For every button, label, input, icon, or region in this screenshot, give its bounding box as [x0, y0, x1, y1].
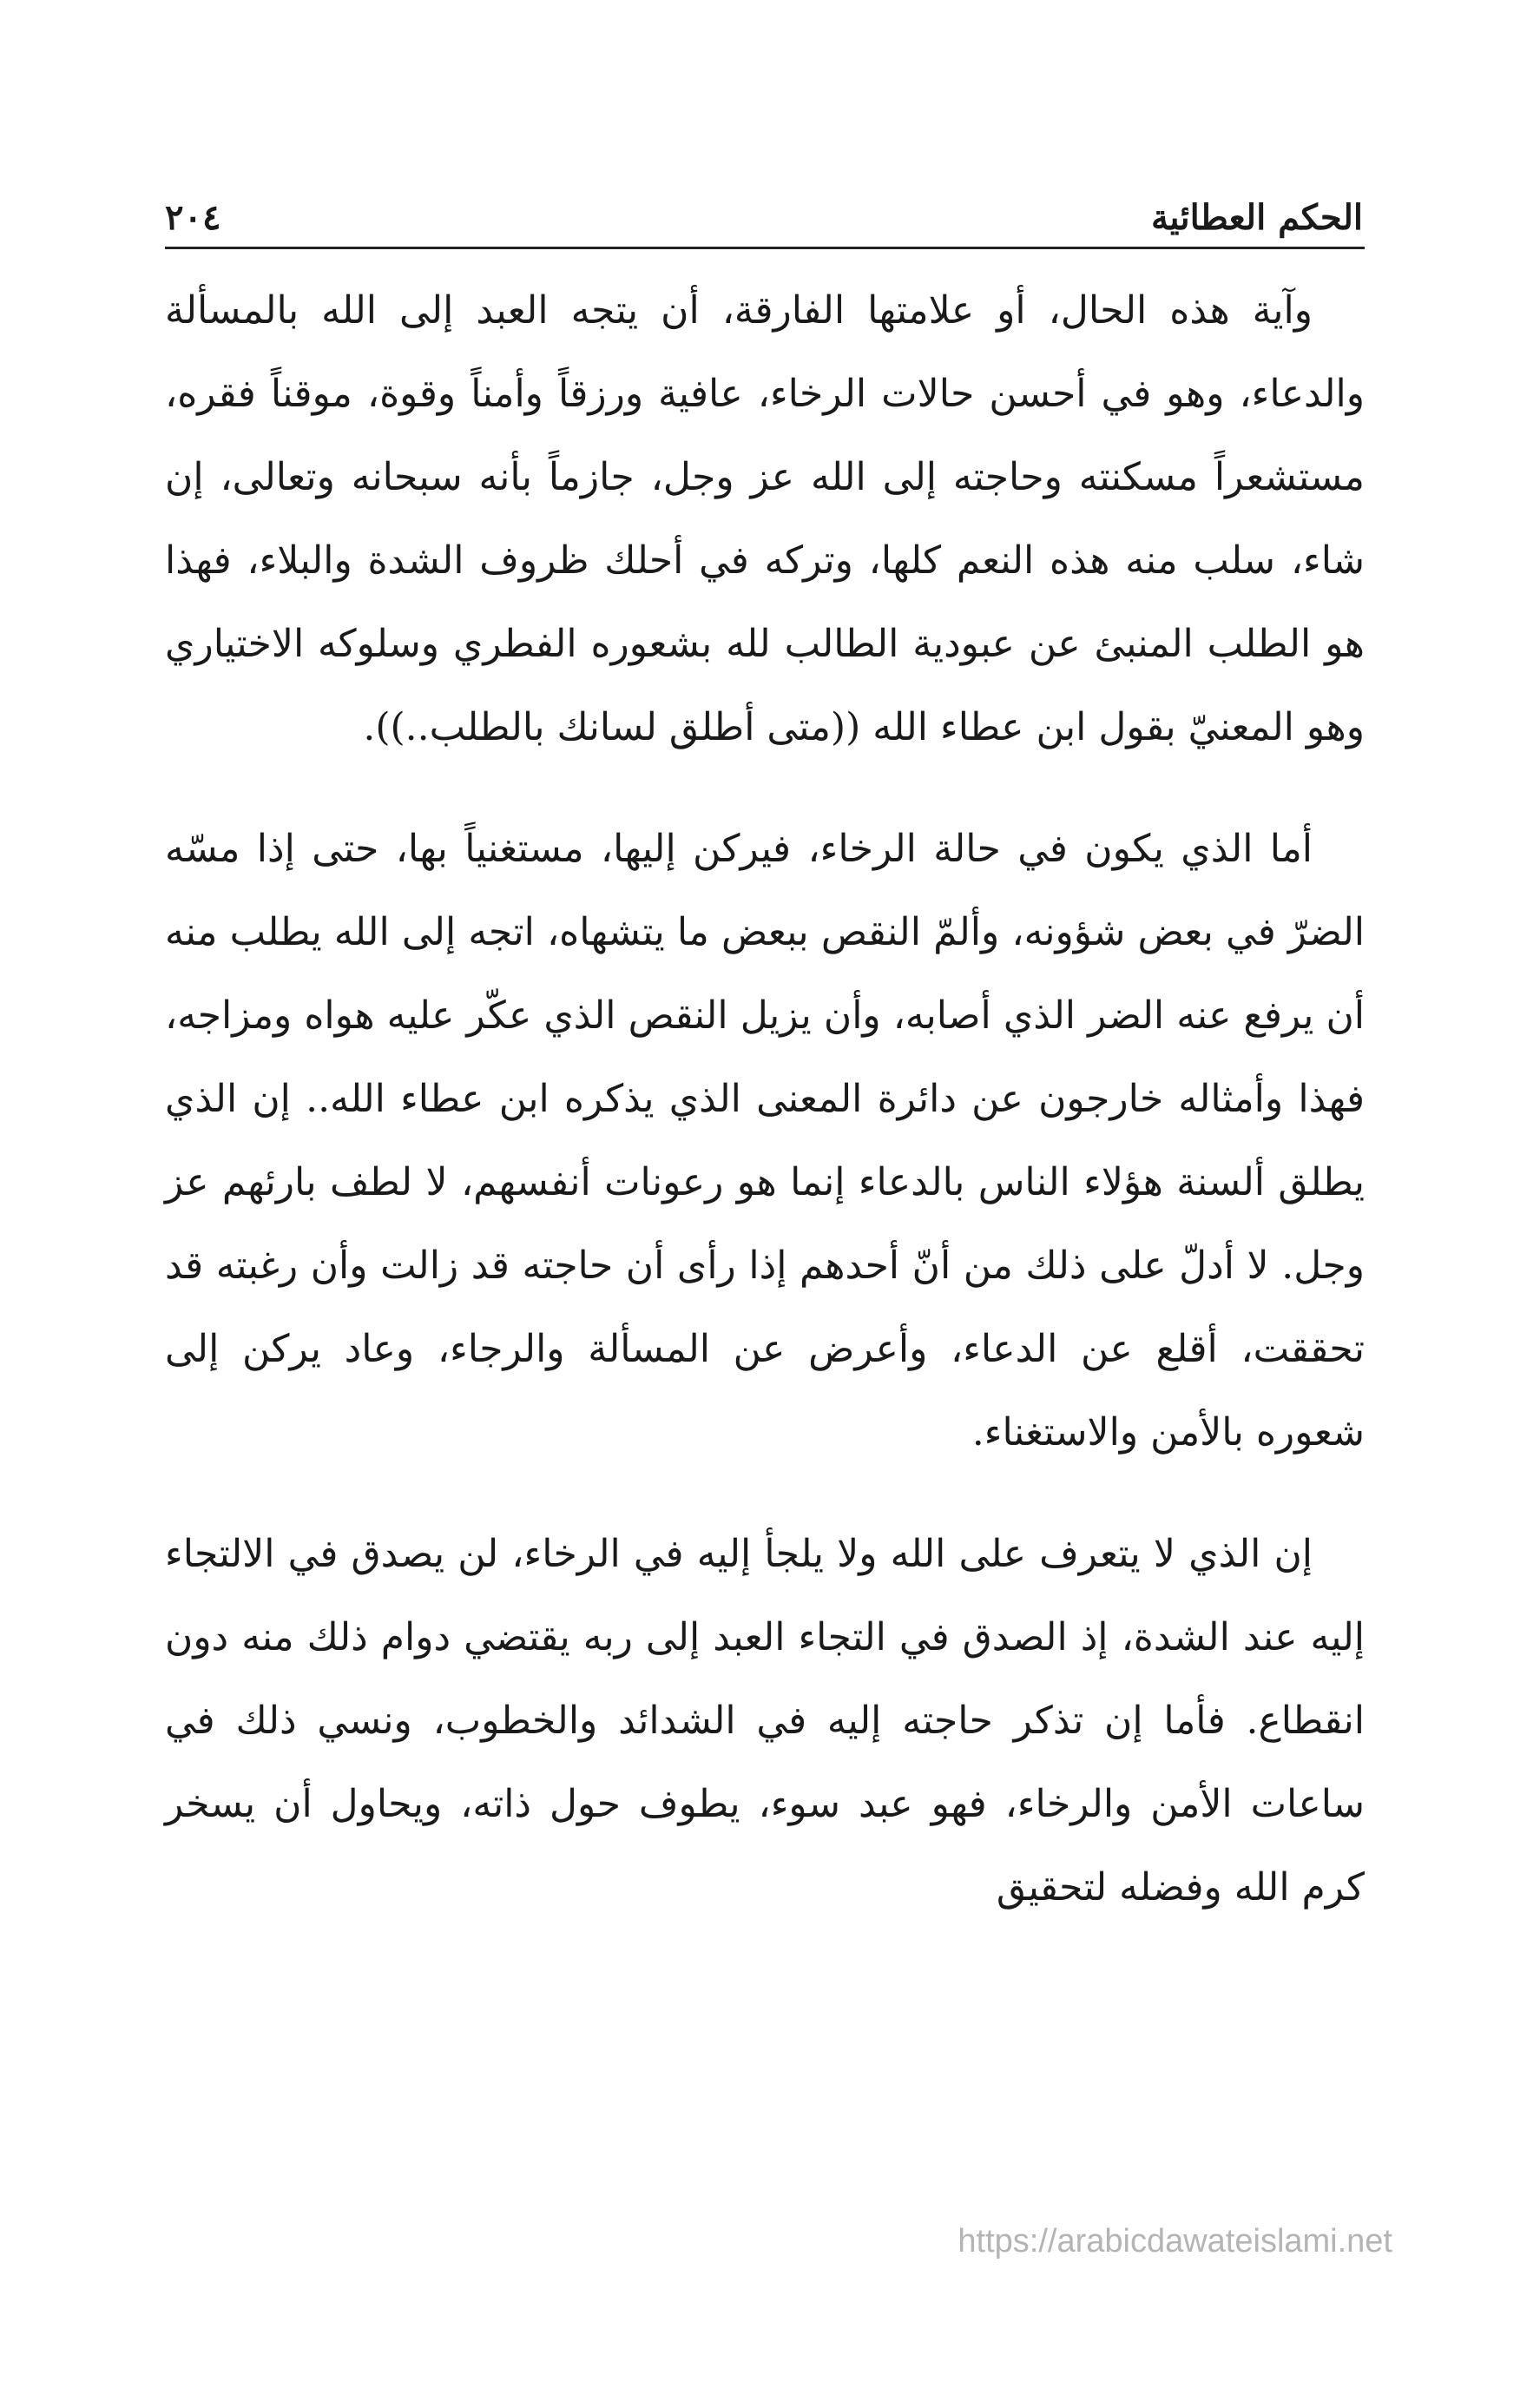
running-title: الحكم العطائية [1150, 197, 1363, 238]
header-rule [165, 247, 1365, 249]
paragraph-2: أما الذي يكون في حالة الرخاء، فيركن إليها، مستغنياً بها، حتى إذا مسّه الضرّ في بعض شؤونه، وألمّ النقص ببعض ما يتشهاه، اتجه إلى الله يطلب منه أن يرفع عنه الضر الذي أصابه، وأن يزيل النقص الذي عكّر عليه هواه ومزاجه، فهذا وأمثاله خارجون عن دائرة المعنى الذي يذكره ابن عطاء الله.. إن الذي يطلق ألسنة هؤلاء الناس بالدعاء إنما هو رعونات أنفسهم، لا لطف بارئهم عز وجل. لا أدلّ على ذلك من أنّ أحدهم إذا رأى أن حاجته قد زالت وأن رغبته قد تحققت، أقلع عن الدعاء، وأعرض عن المسألة والرجاء، وعاد يركن إلى شعوره بالأمن والاستغناء. [165, 827, 1365, 1455]
page-header [165, 184, 1363, 245]
paragraph-3: إن الذي لا يتعرف على الله ولا يلجأ إليه في الرخاء، لن يصدق في الالتجاء إليه عند الشدة، إذ الصدق في التجاء العبد إلى ربه يقتضي دوام ذلك منه دون انقطاع. فأما إن تذكر حاجته إليه في الشدائد والخطوب، ونسي ذلك في ساعات الأمن والرخاء، فهو عبد سوء، يطوف حول ذاته، ويحاول أن يسخر كرم الله وفضله لتحقيق [165, 1532, 1365, 1910]
page-number: ٢٠٤ [165, 197, 221, 238]
source-watermark: https://arabicdawateislami.net [958, 2223, 1392, 2260]
body-text [165, 269, 1365, 1930]
paragraph-1: وآية هذه الحال، أو علامتها الفارقة، أن يتجه العبد إلى الله بالمسألة والدعاء، وهو في أحسن حالات الرخاء، عافية ورزقاً وأمناً وقوة، موقناً فقره، مستشعراً مسكنته وحاجته إلى الله عز وجل، جازماً بأنه سبحانه وتعالى، إن شاء، سلب منه هذه النعم كلها، وتركه في أحلك ظروف الشدة والبلاء، فهذا هو الطلب المنبئ عن عبودية الطالب لله بشعوره الفطري وسلوكه الاختياري وهو المعنيّ بقول ابن عطاء الله ((متى أطلق لسانك بالطلب..)). [165, 288, 1365, 749]
